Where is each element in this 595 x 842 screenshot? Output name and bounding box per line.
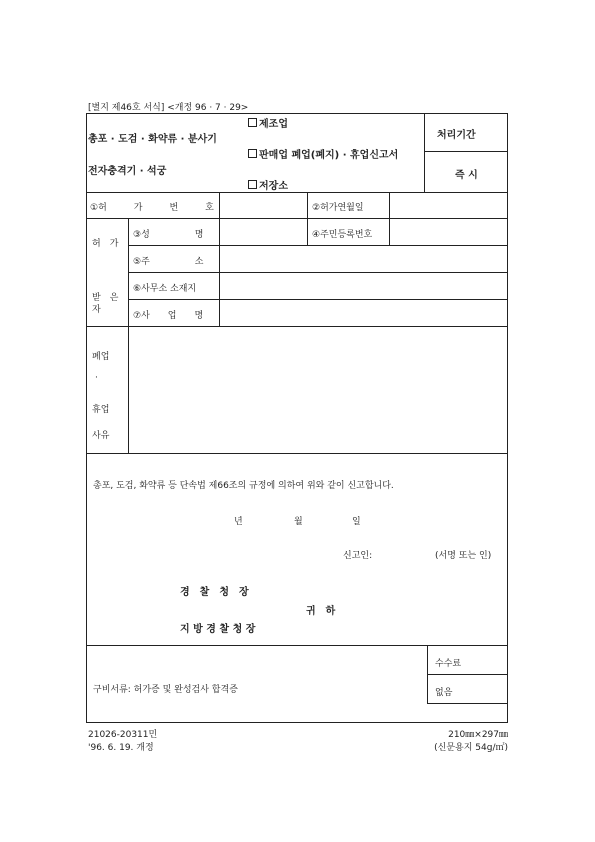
office-location-field[interactable] — [220, 274, 507, 298]
date-year-label: 년 — [234, 517, 243, 527]
fee-label: 수수료 — [435, 659, 462, 669]
date-month-label: 월 — [294, 517, 303, 527]
reason-label-4: 사유 — [92, 431, 110, 441]
permit-number-label: ①허 가 번 호 — [90, 203, 214, 213]
rule-fee-split — [427, 674, 508, 675]
reason-label-2: · — [95, 373, 98, 383]
rule-title-bottom — [86, 192, 508, 193]
rule-address-bottom — [128, 272, 508, 273]
paper-spec: (신문용지 54g/㎡) — [434, 743, 508, 753]
processing-period-value: 즉 시 — [455, 170, 478, 181]
reason-label-3: 휴업 — [92, 405, 110, 415]
rule-processing-split — [424, 151, 508, 152]
rule-reason-bottom — [86, 453, 508, 454]
form-reference: [별지 제46호 서식] <개정 96 · 7 · 29> — [88, 103, 249, 113]
addressee-provincial-commissioner: 지 방 경 찰 청 장 — [180, 624, 256, 635]
rule-declaration-bottom — [86, 645, 508, 646]
checkbox-manufacturing[interactable] — [248, 118, 257, 127]
rule-office-bottom — [128, 299, 508, 300]
paper-size: 210㎜×297㎜ — [448, 730, 508, 740]
reporter-label: 신고인: — [343, 551, 373, 561]
title-items-line1: 총포 · 도검 · 화약류 · 분사기 — [88, 134, 217, 145]
applicant-section-label-3: 자 — [92, 305, 101, 315]
rule-fee-left — [427, 645, 428, 703]
fee-value: 없음 — [435, 688, 453, 698]
declaration-text: 총포, 도검, 화약류 등 단속법 제66조의 규정에 의하여 위와 같이 신고합니다. — [93, 481, 394, 491]
applicant-section-label-2: 받 은 — [92, 293, 119, 303]
resident-number-label: ④주민등록번호 — [312, 230, 373, 240]
title-items-line2: 전자충격기 · 석궁 — [88, 166, 167, 177]
applicant-section-label-1: 허 가 — [92, 239, 119, 249]
permit-date-field[interactable] — [390, 194, 507, 217]
option-storage-label: 저장소 — [259, 181, 288, 192]
option-storage — [248, 177, 288, 192]
addressee-honorific: 귀 하 — [306, 606, 336, 617]
resident-number-field[interactable] — [390, 220, 507, 244]
rule-date-left — [307, 192, 308, 245]
address-label: ⑤주 소 — [133, 257, 204, 267]
permit-date-label: ②허가연월일 — [312, 203, 364, 213]
processing-period-label: 처리기간 — [437, 130, 476, 141]
name-field[interactable] — [220, 220, 306, 244]
option-manufacturing — [248, 115, 288, 130]
rule-permit-bottom — [86, 218, 508, 219]
permit-number-field[interactable] — [220, 194, 306, 217]
addressee-police-commissioner: 경 찰 청 장 — [180, 587, 249, 598]
reason-label-1: 폐업 — [92, 352, 110, 362]
name-label: ③성 명 — [133, 230, 204, 240]
required-documents: 구비서류: 허가증 및 완성검사 합격증 — [93, 685, 238, 695]
form-code: 21026-20311민 — [88, 730, 158, 740]
date-day-label: 일 — [352, 517, 361, 527]
checkbox-sales[interactable] — [248, 149, 257, 158]
office-location-label: ⑥사무소 소재지 — [133, 284, 197, 294]
rule-processing-left — [424, 113, 425, 192]
business-name-label: ⑦사 업 명 — [133, 311, 204, 321]
option-sales — [248, 146, 398, 161]
business-name-field[interactable] — [220, 301, 507, 325]
signature-label: (서명 또는 인) — [435, 551, 492, 561]
rule-applicant-bottom — [86, 326, 508, 327]
reason-field[interactable] — [129, 328, 507, 452]
option-manufacturing-label: 제조업 — [259, 119, 288, 130]
checkbox-storage[interactable] — [248, 180, 257, 189]
revision-date: '96. 6. 19. 개정 — [88, 743, 154, 753]
option-sales-label: 판매업 폐업(폐지) · 휴업신고서 — [259, 150, 399, 161]
rule-fee-bottom — [427, 703, 508, 704]
address-field[interactable] — [220, 247, 507, 271]
rule-name-bottom — [128, 245, 508, 246]
